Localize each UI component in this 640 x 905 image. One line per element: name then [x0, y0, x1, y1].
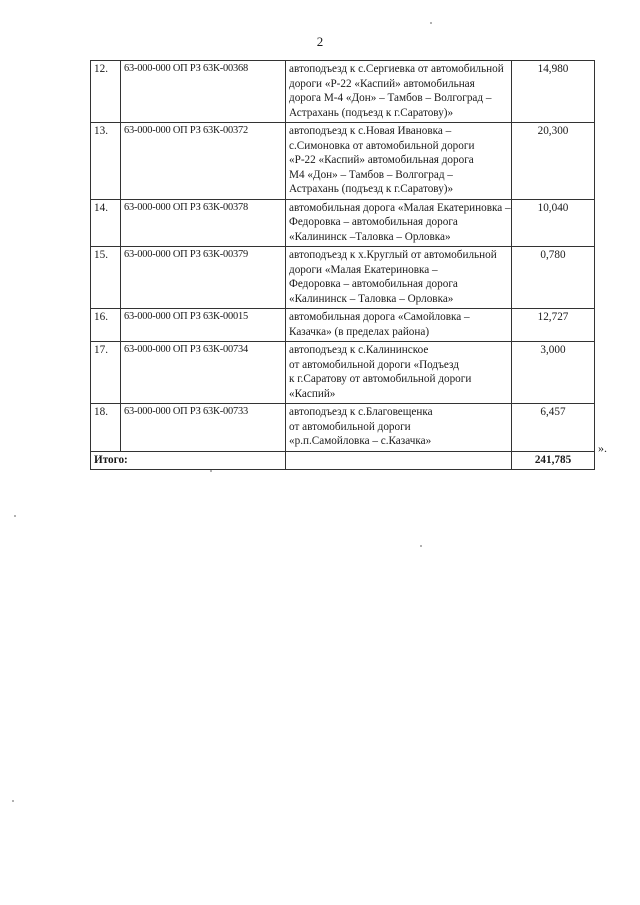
- road-description: [286, 247, 512, 309]
- road-description-line: автоподъезд к х.Круглый от автомобильной: [289, 249, 497, 261]
- row-number: 12.: [91, 61, 121, 123]
- road-length-km: 3,000: [512, 342, 595, 404]
- road-length-km: 10,040: [512, 199, 595, 247]
- scan-speck: [12, 800, 14, 802]
- road-description-line: «Р-22 «Каспий» автомобильная дорога: [289, 154, 474, 166]
- row-number: 17.: [91, 342, 121, 404]
- roads-table: [90, 60, 595, 470]
- table-body: [91, 61, 595, 470]
- total-empty-cell: [286, 451, 512, 470]
- road-description: [286, 61, 512, 123]
- road-description-line: дороги «Малая Екатериновка –: [289, 263, 438, 276]
- row-number: 13.: [91, 123, 121, 200]
- road-description-line: Астрахань (подъезд к г.Саратову)»: [289, 183, 454, 195]
- table-row: [91, 404, 595, 452]
- road-description-line: автомобильная дорога «Малая Екатериновка –: [289, 201, 511, 214]
- road-description-line: Федоровка – автомобильная дорога: [289, 278, 458, 290]
- table-row: [91, 342, 595, 404]
- road-id-code: 63-000-000 ОП РЗ 63К-00379: [121, 247, 286, 309]
- row-number: 16.: [91, 309, 121, 342]
- road-description-line: автоподъезд к с.Калининское: [289, 344, 429, 356]
- road-id-code: 63-000-000 ОП РЗ 63К-00378: [121, 199, 286, 247]
- road-description-line: к г.Саратову от автомобильной дороги: [289, 373, 472, 385]
- road-description-line: «Каспий»: [289, 387, 336, 400]
- scan-speck: [430, 22, 432, 24]
- scan-speck: [420, 545, 422, 547]
- scan-speck: [14, 515, 16, 517]
- road-length-km: 12,727: [512, 309, 595, 342]
- total-row: [91, 451, 595, 470]
- road-description-line: автоподъезд к с.Сергиевка от автомобильной: [289, 63, 504, 75]
- road-description-line: от автомобильной дороги «Подъезд: [289, 358, 459, 371]
- road-id-code: 63-000-000 ОП РЗ 63К-00015: [121, 309, 286, 342]
- road-length-km: 0,780: [512, 247, 595, 309]
- road-description: [286, 404, 512, 452]
- table-row: [91, 199, 595, 247]
- road-description-line: «р.п.Самойловка – с.Казачка»: [289, 435, 432, 447]
- table-row: [91, 61, 595, 123]
- road-description: [286, 342, 512, 404]
- page-number: 2: [316, 34, 324, 49]
- road-description-line: от автомобильной дороги: [289, 420, 411, 433]
- table-row: [91, 247, 595, 309]
- road-length-km: 20,300: [512, 123, 595, 200]
- row-number: 15.: [91, 247, 121, 309]
- road-description-line: автоподъезд к с.Новая Ивановка –: [289, 125, 452, 137]
- road-length-km: 6,457: [512, 404, 595, 452]
- road-description-line: автомобильная дорога «Самойловка –: [289, 311, 470, 323]
- road-description-line: Астрахань (подъезд к г.Саратову)»: [289, 106, 454, 119]
- road-description-line: с.Симоновка от автомобильной дороги: [289, 139, 475, 152]
- road-id-code: 63-000-000 ОП РЗ 63К-00734: [121, 342, 286, 404]
- closing-quote-mark: ».: [598, 441, 607, 455]
- total-value: 241,785: [512, 451, 595, 470]
- scan-speck: [210, 470, 212, 472]
- total-label: Итого:: [91, 451, 286, 470]
- row-number: 14.: [91, 199, 121, 247]
- road-description-line: «Калининск – Таловка – Орловка»: [289, 292, 454, 305]
- road-description-line: автоподъезд к с.Благовещенка: [289, 406, 433, 418]
- road-id-code: 63-000-000 ОП РЗ 63К-00368: [121, 61, 286, 123]
- row-number: 18.: [91, 404, 121, 452]
- road-description-line: «Калининск –Таловка – Орловка»: [289, 230, 451, 243]
- road-description-line: дорога М-4 «Дон» – Тамбов – Волгоград –: [289, 92, 492, 104]
- road-description-line: М4 «Дон» – Тамбов – Волгоград –: [289, 168, 453, 181]
- road-id-code: 63-000-000 ОП РЗ 63К-00372: [121, 123, 286, 200]
- table-row: [91, 309, 595, 342]
- road-id-code: 63-000-000 ОП РЗ 63К-00733: [121, 404, 286, 452]
- road-description: [286, 199, 512, 247]
- road-description-line: дороги «Р-22 «Каспий» автомобильная: [289, 77, 475, 90]
- road-description: [286, 123, 512, 200]
- road-description: [286, 309, 512, 342]
- road-description-line: Федоровка – автомобильная дорога: [289, 216, 458, 228]
- road-description-line: Казачка» (в пределах района): [289, 325, 430, 338]
- table-row: [91, 123, 595, 200]
- road-length-km: 14,980: [512, 61, 595, 123]
